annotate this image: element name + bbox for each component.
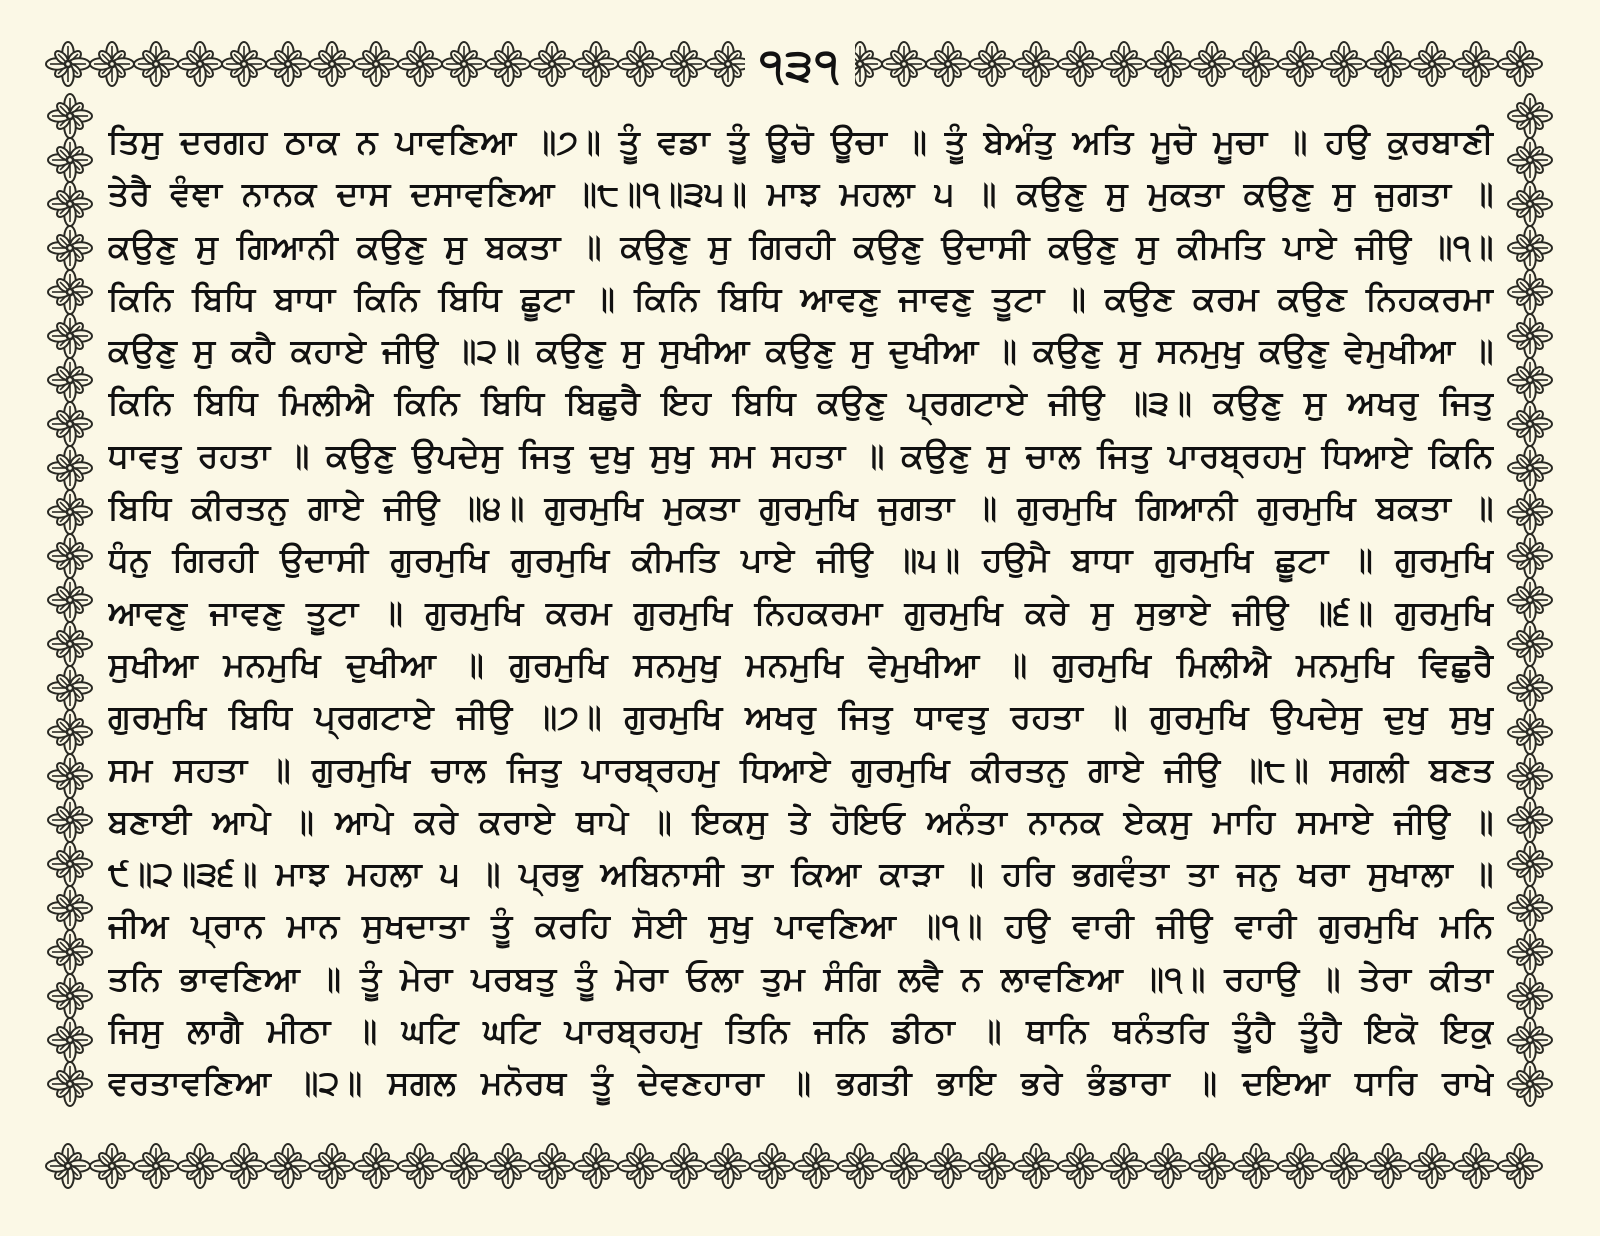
floral-star-ornament-icon (750, 1144, 794, 1188)
floral-star-ornament-icon (1146, 1144, 1190, 1188)
floral-star-ornament-icon (1508, 138, 1552, 182)
border-bottom (44, 1140, 1556, 1192)
floral-star-ornament-icon (1058, 42, 1102, 86)
text-line-9: ਧੰਨੁ ਗਿਰਹੀ ਉਦਾਸੀ ਗੁਰਮੁਖਿ ਗੁਰਮੁਖਿ ਕੀਮਤਿ ਪਾਏ ਜੀਉ ॥੫॥ ਹਉਮੈ ਬਾਧਾ ਗੁਰਮੁਖਿ ਛੂਟਾ ॥ ਗੁਰਮੁਖਿ (108, 540, 1494, 580)
floral-star-ornament-icon (1508, 578, 1552, 622)
floral-star-ornament-icon (90, 1144, 134, 1188)
floral-star-ornament-icon (442, 42, 486, 86)
floral-star-ornament-icon (48, 1062, 92, 1106)
floral-star-ornament-icon (662, 1144, 706, 1188)
floral-star-ornament-icon (1014, 42, 1058, 86)
floral-star-ornament-icon (486, 1144, 530, 1188)
floral-star-ornament-icon (926, 42, 970, 86)
floral-star-ornament-icon (1234, 42, 1278, 86)
floral-star-ornament-icon (48, 314, 92, 358)
floral-star-ornament-icon (1498, 1144, 1542, 1188)
floral-star-ornament-icon (1454, 42, 1498, 86)
floral-star-ornament-icon (618, 1144, 662, 1188)
floral-star-ornament-icon (486, 42, 530, 86)
text-line-10: ਆਵਣੁ ਜਾਵਣੁ ਤੂਟਾ ॥ ਗੁਰਮੁਖਿ ਕਰਮ ਗੁਰਮੁਖਿ ਨਿਹਕਰਮਾ ਗੁਰਮੁਖਿ ਕਰੇ ਸੁ ਸੁਭਾਏ ਜੀਉ ॥੬॥ ਗੁਰਮੁਖਿ (108, 592, 1494, 632)
floral-star-ornament-icon (1508, 886, 1552, 930)
floral-star-ornament-icon (1454, 1144, 1498, 1188)
floral-star-ornament-icon (574, 42, 618, 86)
floral-star-ornament-icon (48, 666, 92, 710)
floral-star-ornament-icon (48, 842, 92, 886)
text-line-7: ਧਾਵਤੁ ਰਹਤਾ ॥ ਕਉਣੁ ਉਪਦੇਸੁ ਜਿਤੁ ਦੁਖੁ ਸੁਖੁ ਸਮ ਸਹਤਾ ॥ ਕਉਣੁ ਸੁ ਚਾਲ ਜਿਤੁ ਪਾਰਬ੍ਰਹਮੁ ਧਿਆਏ ਕਿਨਿ (108, 435, 1494, 475)
floral-star-ornament-icon (442, 1144, 486, 1188)
floral-star-ornament-icon (48, 270, 92, 314)
floral-star-ornament-icon (1508, 754, 1552, 798)
floral-star-ornament-icon (48, 798, 92, 842)
text-line-14: ਬਣਾਈ ਆਪੇ ॥ ਆਪੇ ਕਰੇ ਕਰਾਏ ਥਾਪੇ ॥ ਇਕਸੁ ਤੇ ਹੋਇਓ ਅਨੰਤਾ ਨਾਨਕ ਏਕਸੁ ਮਾਹਿ ਸਮਾਏ ਜੀਉ ॥ (108, 801, 1494, 841)
floral-star-ornament-icon (882, 1144, 926, 1188)
text-line-12: ਗੁਰਮੁਖਿ ਬਿਧਿ ਪ੍ਰਗਟਾਏ ਜੀਉ ॥੭॥ ਗੁਰਮੁਖਿ ਅਖਰੁ ਜਿਤੁ ਧਾਵਤੁ ਰਹਤਾ ॥ ਗੁਰਮੁਖਿ ਉਪਦੇਸੁ ਦੁਖੁ ਸੁਖੁ (108, 697, 1494, 737)
floral-star-ornament-icon (1498, 42, 1542, 86)
floral-star-ornament-icon (48, 182, 92, 226)
floral-star-ornament-icon (90, 42, 134, 86)
text-line-11: ਸੁਖੀਆ ਮਨਮੁਖਿ ਦੁਖੀਆ ॥ ਗੁਰਮੁਖਿ ਸਨਮੁਖੁ ਮਨਮੁਖਿ ਵੇਮੁਖੀਆ ॥ ਗੁਰਮੁਖਿ ਮਿਲੀਐ ਮਨਮੁਖਿ ਵਿਛੁਰੈ (108, 644, 1494, 684)
floral-star-ornament-icon (1278, 42, 1322, 86)
floral-star-ornament-icon (1508, 622, 1552, 666)
floral-star-ornament-icon (1508, 798, 1552, 842)
floral-star-ornament-icon (1508, 94, 1552, 138)
floral-star-ornament-icon (1508, 710, 1552, 754)
floral-star-ornament-icon (48, 886, 92, 930)
floral-star-ornament-icon (1508, 270, 1552, 314)
floral-star-ornament-icon (266, 42, 310, 86)
floral-star-ornament-icon (48, 226, 92, 270)
floral-star-ornament-icon (354, 1144, 398, 1188)
floral-star-ornament-icon (46, 42, 90, 86)
floral-star-ornament-icon (1146, 42, 1190, 86)
floral-star-ornament-icon (48, 534, 92, 578)
floral-star-ornament-icon (1508, 1062, 1552, 1106)
floral-star-ornament-icon (46, 1144, 90, 1188)
floral-star-ornament-icon (530, 42, 574, 86)
floral-star-ornament-icon (1190, 42, 1234, 86)
floral-star-ornament-icon (48, 490, 92, 534)
floral-star-ornament-icon (134, 42, 178, 86)
floral-star-ornament-icon (1508, 842, 1552, 886)
floral-star-ornament-icon (222, 1144, 266, 1188)
floral-star-ornament-icon (1508, 666, 1552, 710)
floral-star-ornament-icon (1508, 490, 1552, 534)
text-line-4: ਕਿਨਿ ਬਿਧਿ ਬਾਧਾ ਕਿਨਿ ਬਿਧਿ ਛੂਟਾ ॥ ਕਿਨਿ ਬਿਧਿ ਆਵਣੁ ਜਾਵਣੁ ਤੂਟਾ ॥ ਕਉਣ ਕਰਮ ਕਉਣ ਨਿਹਕਰਮਾ (108, 278, 1494, 318)
floral-star-ornament-icon (618, 42, 662, 86)
floral-star-ornament-icon (1508, 930, 1552, 974)
floral-star-ornament-icon (970, 1144, 1014, 1188)
floral-star-ornament-icon (266, 1144, 310, 1188)
floral-star-ornament-icon (398, 42, 442, 86)
floral-star-ornament-icon (1278, 1144, 1322, 1188)
text-line-2: ਤੇਰੈ ਵੰਞਾ ਨਾਨਕ ਦਾਸ ਦਸਾਵਣਿਆ ॥੮॥੧॥੩੫॥ ਮਾਝ ਮਹਲਾ ੫ ॥ ਕਉਣੁ ਸੁ ਮੁਕਤਾ ਕਉਣੁ ਸੁ ਜੁਗਤਾ ॥ (108, 174, 1494, 214)
floral-star-ornament-icon (1366, 1144, 1410, 1188)
floral-star-ornament-icon (48, 1018, 92, 1062)
border-left (44, 90, 96, 1140)
page-number: ੧੩੧ (745, 34, 855, 96)
floral-star-ornament-icon (1322, 1144, 1366, 1188)
text-line-5: ਕਉਣੁ ਸੁ ਕਹੈ ਕਹਾਏ ਜੀਉ ॥੨॥ ਕਉਣੁ ਸੁ ਸੁਖੀਆ ਕਉਣੁ ਸੁ ਦੁਖੀਆ ॥ ਕਉਣੁ ਸੁ ਸਨਮੁਖੁ ਕਉਣੁ ਵੇਮੁਖੀਆ ॥ (108, 331, 1494, 371)
border-right-ornaments (1504, 90, 1556, 1140)
floral-star-ornament-icon (48, 622, 92, 666)
floral-star-ornament-icon (222, 42, 266, 86)
floral-star-ornament-icon (48, 930, 92, 974)
text-line-19: ਵਰਤਾਵਣਿਆ ॥੨॥ ਸਗਲ ਮਨੋਰਥ ਤੂੰ ਦੇਵਣਹਾਰਾ ॥ ਭਗਤੀ ਭਾਇ ਭਰੇ ਭੰਡਾਰਾ ॥ ਦਇਆ ਧਾਰਿ ਰਾਖੇ (108, 1063, 1494, 1103)
floral-star-ornament-icon (1014, 1144, 1058, 1188)
text-line-3: ਕਉਣੁ ਸੁ ਗਿਆਨੀ ਕਉਣੁ ਸੁ ਬਕਤਾ ॥ ਕਉਣੁ ਸੁ ਗਿਰਹੀ ਕਉਣੁ ਉਦਾਸੀ ਕਉਣੁ ਸੁ ਕੀਮਤਿ ਪਾਏ ਜੀਉ ॥੧॥ (108, 226, 1494, 266)
floral-star-ornament-icon (1102, 1144, 1146, 1188)
floral-star-ornament-icon (48, 358, 92, 402)
text-line-18: ਜਿਸੁ ਲਾਗੈ ਮੀਠਾ ॥ ਘਟਿ ਘਟਿ ਪਾਰਬ੍ਰਹਮੁ ਤਿਨਿ ਜਨਿ ਡੀਠਾ ॥ ਥਾਨਿ ਥਨੰਤਰਿ ਤੂੰਹੈ ਤੂੰਹੈ ਇਕੋ ਇਕੁ (108, 1011, 1494, 1051)
floral-star-ornament-icon (310, 1144, 354, 1188)
floral-star-ornament-icon (48, 974, 92, 1018)
floral-star-ornament-icon (48, 710, 92, 754)
text-line-8: ਬਿਧਿ ਕੀਰਤਨੁ ਗਾਏ ਜੀਉ ॥੪॥ ਗੁਰਮੁਖਿ ਮੁਕਤਾ ਗੁਰਮੁਖਿ ਜੁਗਤਾ ॥ ਗੁਰਮੁਖਿ ਗਿਆਨੀ ਗੁਰਮੁਖਿ ਬਕਤਾ ॥ (108, 488, 1494, 528)
border-bottom-ornaments (44, 1140, 1556, 1192)
floral-star-ornament-icon (1508, 534, 1552, 578)
floral-star-ornament-icon (310, 42, 354, 86)
floral-star-ornament-icon (48, 402, 92, 446)
floral-star-ornament-icon (1234, 1144, 1278, 1188)
floral-star-ornament-icon (882, 42, 926, 86)
floral-star-ornament-icon (48, 446, 92, 490)
text-line-13: ਸਮ ਸਹਤਾ ॥ ਗੁਰਮੁਖਿ ਚਾਲ ਜਿਤੁ ਪਾਰਬ੍ਰਹਮੁ ਧਿਆਏ ਗੁਰਮੁਖਿ ਕੀਰਤਨੁ ਗਾਏ ਜੀਉ ॥੮॥ ਸਗਲੀ ਬਣਤ (108, 749, 1494, 789)
floral-star-ornament-icon (838, 1144, 882, 1188)
text-line-1: ਤਿਸੁ ਦਰਗਹ ਠਾਕ ਨ ਪਾਵਣਿਆ ॥੭॥ ਤੂੰ ਵਡਾ ਤੂੰ ਊਚੋ ਊਚਾ ॥ ਤੂੰ ਬੇਅੰਤੁ ਅਤਿ ਮੂਚੋ ਮੂਚਾ ॥ ਹਉ ਕੁਰਬਾਣੀ (108, 122, 1494, 161)
floral-star-ornament-icon (1410, 42, 1454, 86)
floral-star-ornament-icon (970, 42, 1014, 86)
text-line-15: ੯॥੨॥੩੬॥ ਮਾਝ ਮਹਲਾ ੫ ॥ ਪ੍ਰਭੁ ਅਬਿਨਾਸੀ ਤਾ ਕਿਆ ਕਾੜਾ ॥ ਹਰਿ ਭਗਵੰਤਾ ਤਾ ਜਨੁ ਖਰਾ ਸੁਖਾਲਾ ॥ (108, 854, 1494, 894)
text-line-16: ਜੀਅ ਪ੍ਰਾਨ ਮਾਨ ਸੁਖਦਾਤਾ ਤੂੰ ਕਰਹਿ ਸੋਈ ਸੁਖੁ ਪਾਵਣਿਆ ॥੧॥ ਹਉ ਵਾਰੀ ਜੀਉ ਵਾਰੀ ਗੁਰਮੁਖਿ ਮਨਿ (108, 906, 1494, 946)
floral-star-ornament-icon (1508, 182, 1552, 226)
floral-star-ornament-icon (926, 1144, 970, 1188)
floral-star-ornament-icon (574, 1144, 618, 1188)
floral-star-ornament-icon (48, 754, 92, 798)
floral-star-ornament-icon (1366, 42, 1410, 86)
text-line-6: ਕਿਨਿ ਬਿਧਿ ਮਿਲੀਐ ਕਿਨਿ ਬਿਧਿ ਬਿਛੁਰੈ ਇਹ ਬਿਧਿ ਕਉਣੁ ਪ੍ਰਗਟਾਏ ਜੀਉ ॥੩॥ ਕਉਣੁ ਸੁ ਅਖਰੁ ਜਿਤੁ (108, 383, 1494, 423)
text-line-17: ਤਨਿ ਭਾਵਣਿਆ ॥ ਤੂੰ ਮੇਰਾ ਪਰਬਤੁ ਤੂੰ ਮੇਰਾ ਓਲਾ ਤੁਮ ਸੰਗਿ ਲਵੈ ਨ ਲਾਵਣਿਆ ॥੧॥ ਰਹਾਉ ॥ ਤੇਰਾ ਕੀਤਾ (108, 958, 1494, 998)
floral-star-ornament-icon (1508, 226, 1552, 270)
floral-star-ornament-icon (1508, 358, 1552, 402)
floral-star-ornament-icon (706, 42, 750, 86)
border-left-ornaments (44, 90, 96, 1140)
floral-star-ornament-icon (1508, 1018, 1552, 1062)
scripture-text (108, 116, 1494, 1103)
floral-star-ornament-icon (1190, 1144, 1234, 1188)
floral-star-ornament-icon (1508, 314, 1552, 358)
floral-star-ornament-icon (354, 42, 398, 86)
floral-star-ornament-icon (1508, 446, 1552, 490)
floral-star-ornament-icon (178, 42, 222, 86)
floral-star-ornament-icon (530, 1144, 574, 1188)
floral-star-ornament-icon (1508, 974, 1552, 1018)
floral-star-ornament-icon (1058, 1144, 1102, 1188)
floral-star-ornament-icon (1410, 1144, 1454, 1188)
floral-star-ornament-icon (178, 1144, 222, 1188)
floral-star-ornament-icon (706, 1144, 750, 1188)
floral-star-ornament-icon (1508, 402, 1552, 446)
floral-star-ornament-icon (794, 1144, 838, 1188)
floral-star-ornament-icon (398, 1144, 442, 1188)
floral-star-ornament-icon (48, 94, 92, 138)
floral-star-ornament-icon (134, 1144, 178, 1188)
floral-star-ornament-icon (48, 138, 92, 182)
floral-star-ornament-icon (1322, 42, 1366, 86)
floral-star-ornament-icon (48, 578, 92, 622)
floral-star-ornament-icon (662, 42, 706, 86)
floral-star-ornament-icon (1102, 42, 1146, 86)
border-right (1504, 90, 1556, 1140)
